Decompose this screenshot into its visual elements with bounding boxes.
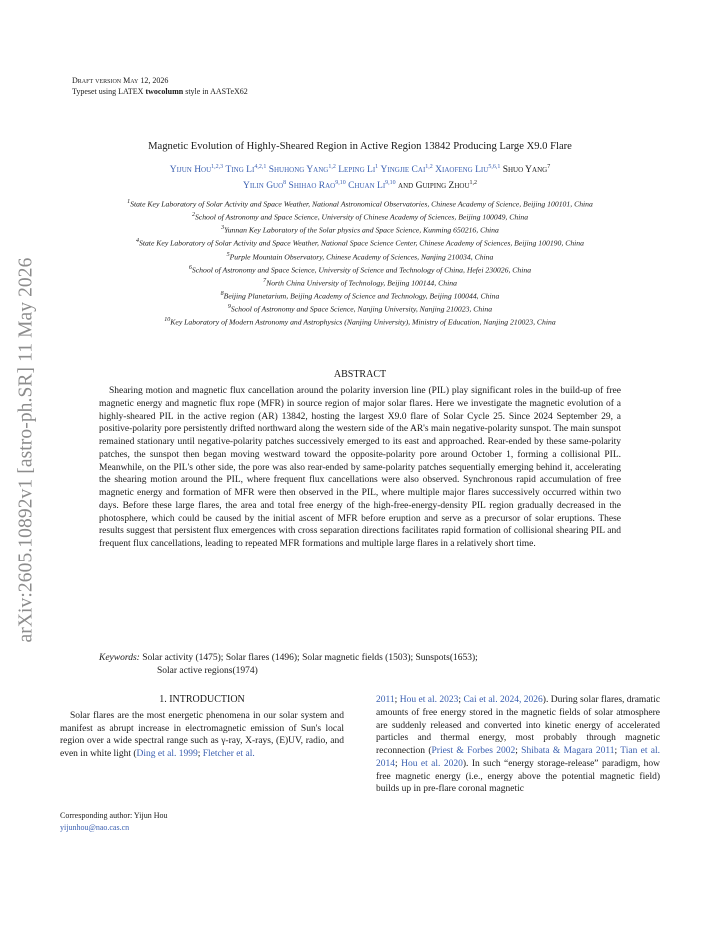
typeset-prefix: Typeset using xyxy=(72,86,117,96)
intro-left-column xyxy=(60,694,344,761)
citation-link[interactable]: 2011 xyxy=(376,695,395,705)
affiliation-item: $^6$School of Astronomy and Space Science, University of Science and Technology of China, Hefei 230026, China xyxy=(188,264,532,275)
affiliation-item: $^8$Beijing Planetarium, Beijing Academy of Science and Technology, Beijing 100044, China xyxy=(220,291,500,301)
keywords xyxy=(99,652,621,677)
author-name: Guiping Zhou$^{1,2}$ xyxy=(415,180,478,192)
affiliation-item: $^2$School of Astronomy and Space Science, University of Chinese Academy of Sciences, Beijing 100049, China xyxy=(191,212,529,222)
typeset-line xyxy=(72,87,248,98)
author-link[interactable]: Yijun Hou$^{1,2,3}$ xyxy=(169,164,224,176)
keywords-label: Keywords: xyxy=(99,653,140,663)
arxiv-identifier: arXiv:2605.10892v1 [astro-ph.SR] 11 May 2026 xyxy=(15,257,37,643)
affiliation-item: $^5$Purple Mountain Observatory, Chinese Academy of Sciences, Nanjing 210034, China xyxy=(226,251,494,262)
typeset-suffix: style in AASTeX62 xyxy=(185,86,248,96)
citation-link[interactable]: Fletcher et al. xyxy=(202,749,255,759)
draft-label: Draft version xyxy=(72,76,122,85)
citation-link[interactable]: Tian et al. 2014 xyxy=(376,746,660,769)
keywords-line-1: Solar activity (1475); Solar flares (1496); Solar magnetic fields (1503); Sunspots(1653); xyxy=(142,653,478,663)
typeset-latex: LATEX xyxy=(118,86,144,96)
citation-link[interactable]: Hou et al. 2020 xyxy=(401,758,463,769)
author-link[interactable]: Yingjie Cai$^{1,2}$ xyxy=(380,164,433,176)
intro-paragraph-cont: 2011; Hou et al. 2023; Cai et al. 2024, 2026). During solar flares, dramatic amounts of free energy stored in the magnetic fields of solar atmosphere are suddenly released and converted into kinetic energy of accelerated particles and thermal energy, most probably through magnetic reconnection (Priest & Forbes 2002; Shibata & Magara 2011; Tian et al. 2014; Hou et al. 2020). In such “energy storage-release” paradigm, how free magnetic energy (i.e., energy above the potential magnetic field) builds up in pre-flare coronal magnetic xyxy=(376,695,661,795)
author-link[interactable]: Leping Li$^1$ xyxy=(338,164,379,176)
author-list xyxy=(100,161,620,193)
corresponding-author-label: Corresponding author: Yijun Hou xyxy=(60,811,168,820)
arxiv-stamp xyxy=(6,230,46,670)
citation-link[interactable]: Hou et al. 2023 xyxy=(399,695,459,705)
affiliation-item: $^{10}$Key Laboratory of Modern Astronomy and Astrophysics (Nanjing University), Ministry of Education, Nanjing 210023, China xyxy=(164,317,556,327)
abstract-heading: ABSTRACT xyxy=(333,369,387,380)
corresponding-author xyxy=(60,810,167,833)
citation-link[interactable]: Cai et al. 2024, 2026 xyxy=(463,695,543,705)
affiliation-item: $^1$State Key Laboratory of Solar Activity and Space Weather, National Astronomical Observatories, Chinese Academy of Science, Beijing 100101, China xyxy=(127,199,593,209)
author-link[interactable]: Shihao Rao$^{9,10}$ xyxy=(288,180,346,192)
affiliation-item: $^4$State Key Laboratory of Solar Activity and Space Weather, National Space Science Center, Chinese Academy of Sciences, Beijing 100190, China xyxy=(135,238,584,249)
keywords-line-2: Solar active regions(1974) xyxy=(157,665,258,676)
author-link[interactable]: Chuan Li$^{9,10}$ xyxy=(348,180,396,192)
draft-date: May 12, 2026 xyxy=(123,76,169,85)
author-link[interactable]: Yilin Guo$^8$ xyxy=(242,180,287,192)
author-link[interactable]: Ting Li$^{4,2,1}$ xyxy=(225,164,267,176)
citation-link[interactable]: Shibata & Magara 2011 xyxy=(521,746,615,756)
affiliation-item: $^7$North China University of Technology, Beijing 100144, China xyxy=(263,277,457,288)
author-link[interactable]: Shuhong Yang$^{1,2}$ xyxy=(268,164,336,176)
author-link[interactable]: Xiaofeng Liu$^{5,6,1}$ xyxy=(435,164,501,176)
corresponding-email-link[interactable]: yijunhou@nao.cas.cn xyxy=(60,822,130,832)
authors-and: and xyxy=(398,181,414,192)
draft-header xyxy=(72,76,248,97)
draft-version-line xyxy=(72,76,248,87)
author-name: Shuo Yang$^7$ xyxy=(502,164,551,176)
typeset-bold: twocolumn xyxy=(145,86,184,96)
paper-title: Magnetic Evolution of Highly-Sheared Region in Active Region 13842 Producing Large X9.0 Flare xyxy=(148,141,572,152)
section-heading: 1. INTRODUCTION xyxy=(159,694,245,705)
intro-right-column xyxy=(376,694,660,796)
affiliation-item: $^9$School of Astronomy and Space Science, Nanjing University, Nanjing 210023, China xyxy=(227,304,493,314)
citation-link[interactable]: Priest & Forbes 2002 xyxy=(431,746,516,756)
affiliations xyxy=(58,197,662,329)
citation-link[interactable]: Ding et al. 1999 xyxy=(136,749,198,759)
intro-paragraph: Solar flares are the most energetic phenomena in our solar system and manifest as abrupt increase in electromagnetic emission of Sun's local region over a wide spectral range such as γ-ray, X-rays, (E)UV, radio, and even in white light (Ding et al. 1999; Fletcher et al. xyxy=(60,710,344,759)
affiliation-item: $^3$Yunnan Key Laboratory of the Solar physics and Space Science, Kunming 650216, China xyxy=(221,225,499,235)
abstract-body: Shearing motion and magnetic flux cancellation around the polarity inversion line (PIL) play significant roles in the build-up of free magnetic energy and magnetic flux rope (MFR) in source region of major solar flares. Here we investigate the magnetic evolution of a highly-sheared PIL in the active region (AR) 13842, hosting the largest X9.0 flare of Solar Cycle 25. Since 2024 September 29, a positive-polarity pore persistently drifted northward along the western side of the AR's main negative-polarity sunspot. The main sunspot remained stationary until negative-polarity patches successively emerged to its east and approached. Rear-ended by these same-polarity patches, the sunspot then began moving westward toward the opposite-polarity pore around October 1, forming a collisional PIL. Meanwhile, on the PIL's other side, the pore was also rear-ended by same-polarity patches sequentially emerging behind it, accelerating the shearing motion around the PIL, where frequent flux cancellations were also observed. Synchronous rapid accumulation of free magnetic energy and formation of MFR were then observed in the PIL, where multiple major flares successively occurred within two days. Before these large flares, the area and total free energy of the high-free-energy-density PIL region gradually decreased in the photosphere, which could be caused by the initial ascent of MFR before eruption and serve as a precursor of solar eruptions. These results suggest that persistent flux emergences with cross separation directions facilitates rapid formation of collisional shearing PIL and frequent flux cancellations, leading to repeated MFR formations and multiple large flares in a relatively short time. xyxy=(99,386,621,549)
